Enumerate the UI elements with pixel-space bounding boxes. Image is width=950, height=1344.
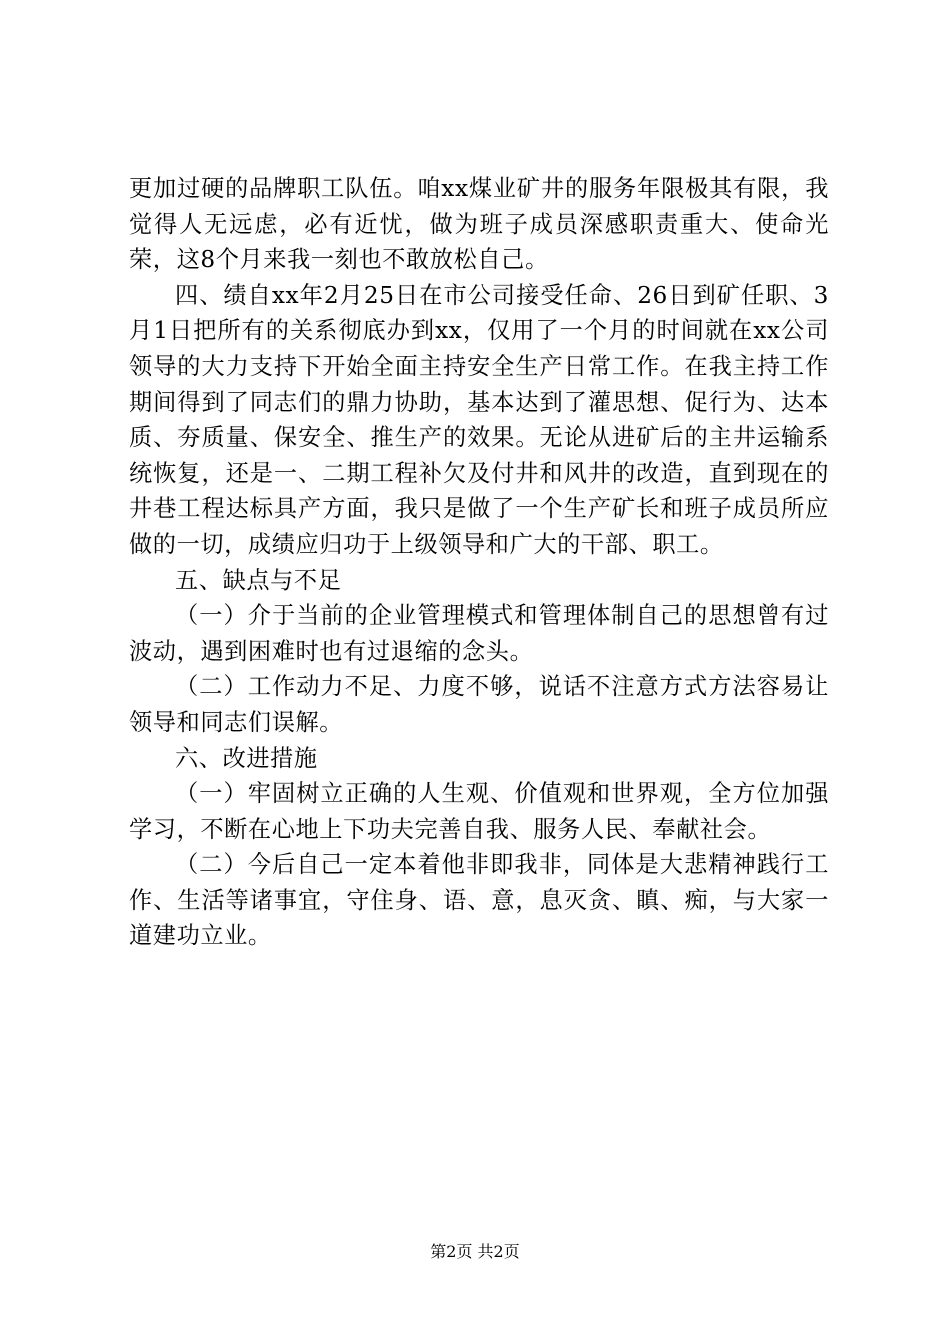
heading-section-six: 六、改进措施 [175,744,318,772]
paragraph-measure-2: （二）今后自己一定本着他非即我非，同体是大悲精神践行工作、生活等诸事宜，守住身、语、意，息灭贪、瞋、痴，与大家一道建功立业。 [129,851,829,950]
paragraph-shortcoming-1: （一）介于当前的企业管理模式和管理体制自己的思想曾有过波动，遇到困难时也有过退缩的念头。 [129,602,829,665]
paragraph-continuation: 更加过硬的品牌职工队伍。咱xx煤业矿井的服务年限极其有限，我觉得人无远虑，必有近忧，做为班子成员深感职责重大、使命光荣，这8个月来我一刻也不敢放松自己。 [129,175,829,274]
paragraph-shortcoming-2: （二）工作动力不足、力度不够，说话不注意方式方法容易让领导和同志们误解。 [129,673,829,736]
paragraph-section-four: 四、绩自xx年2月25日在市公司接受任命、26日到矿任职、3月1日把所有的关系彻底办到xx，仅用了一个月的时间就在xx公司领导的大力支持下开始全面主持安全生产日常工作。在我主持工作期间得到了同志们的鼎力协助，基本达到了灌思想、促行为、达本质、夯质量、保安全、推生产的效果。无论从进矿后的主井运输系统恢复，还是一、二期工程补欠及付井和风井的改造，直到现在的井巷工程达标具产方面，我只是做了一个生产矿长和班子成员所应做的一切，成绩应归功于上级领导和广大的干部、职工。 [129,281,829,558]
page-number-footer: 第2页 共2页 [430,1242,520,1261]
heading-section-five: 五、缺点与不足 [175,566,342,594]
paragraph-measure-1: （一）牢固树立正确的人生观、价值观和世界观，全方位加强学习，不断在心地上下功夫完善自我、服务人民、奉献社会。 [129,780,829,843]
document-body [129,171,829,954]
